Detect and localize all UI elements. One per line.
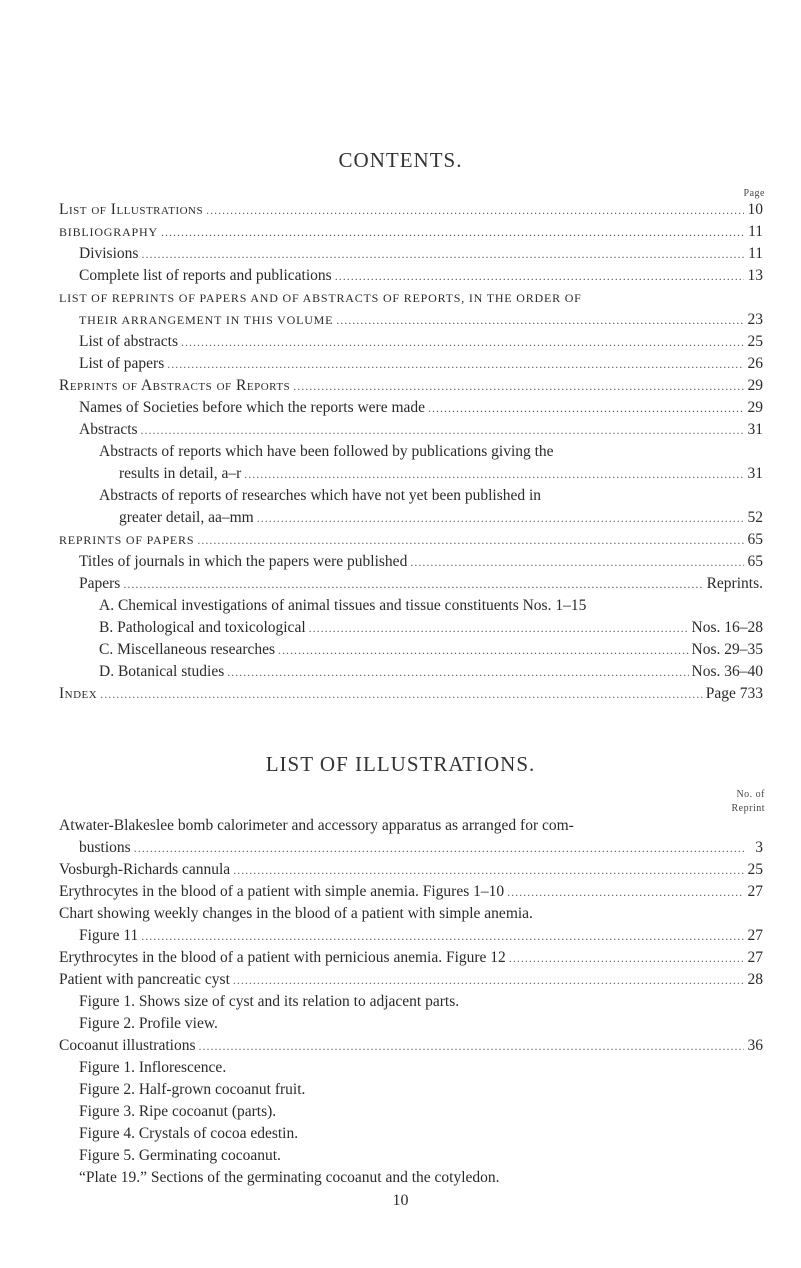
toc-entry: Abstracts ..... 31 — [0, 419, 801, 441]
illustration-entry: bustions ..... 3 — [0, 837, 801, 859]
illustration-entry: Patient with pancreatic cyst ..... 28 — [0, 969, 801, 991]
illustrations-title: LIST OF ILLUSTRATIONS. — [265, 752, 536, 776]
toc-entry: Names of Societies before which the reports were made ..... 29 — [0, 397, 801, 419]
illustration-entry: Cocoanut illustrations ..... 36 — [0, 1035, 801, 1057]
illustration-entry: Vosburgh-Richards cannula ..... 25 — [0, 859, 801, 881]
illustration-entry: Figure 2. Profile view. — [79, 1015, 218, 1032]
toc-entry: Reprints of Abstracts of Reports ..... 29 — [0, 375, 801, 397]
contents-title: CONTENTS. — [338, 148, 463, 172]
page-column-label: Page — [743, 188, 765, 199]
toc-entry: Titles of journals in which the papers were published ..... 65 — [0, 551, 801, 573]
toc-entry: THEIR ARRANGEMENT IN THIS VOLUME ..... 23 — [0, 309, 801, 331]
illustration-entry: Chart showing weekly changes in the blood of a patient with simple anemia. — [59, 905, 533, 922]
toc-entry: Complete list of reports and publications ..... 13 — [0, 265, 801, 287]
toc-entry: BIBLIOGRAPHY ..... 11 — [0, 221, 801, 243]
toc-entry: List of papers ..... 26 — [0, 353, 801, 375]
illustration-entry: Figure 1. Inflorescence. — [79, 1059, 227, 1076]
page-number: 10 — [392, 1192, 409, 1209]
toc-entry: List of Illustrations ..... 10 — [0, 199, 801, 221]
illustration-entry: Figure 11 ..... 27 — [0, 925, 801, 947]
reprint-column-label-2: Reprint — [731, 803, 765, 814]
toc-entry: B. Pathological and toxicological ..... Nos. 16–28 — [0, 617, 801, 639]
toc-entry: A. Chemical investigations of animal tissues and tissue constituents Nos. 1–15 — [99, 597, 587, 614]
toc-entry: Abstracts of reports of researches which have not yet been published in — [99, 487, 542, 504]
toc-entry: greater detail, aa–mm ..... 52 — [0, 507, 801, 529]
toc-entry: results in detail, a–r ..... 31 — [0, 463, 801, 485]
illustration-entry: Erythrocytes in the blood of a patient with simple anemia. Figures 1–10 ..... 27 — [0, 881, 801, 903]
toc-entry: C. Miscellaneous researches ..... Nos. 29–35 — [0, 639, 801, 661]
illustration-entry: Figure 5. Germinating cocoanut. — [79, 1147, 281, 1164]
illustration-entry: Figure 3. Ripe cocoanut (parts). — [79, 1103, 277, 1120]
illustration-entry: Figure 1. Shows size of cyst and its relation to adjacent parts. — [79, 993, 460, 1010]
toc-entry: List of abstracts ..... 25 — [0, 331, 801, 353]
illustration-entry: Erythrocytes in the blood of a patient with pernicious anemia. Figure 12 ..... 27 — [0, 947, 801, 969]
illustration-entry: “Plate 19.” Sections of the germinating cocoanut and the cotyledon. — [79, 1169, 500, 1186]
toc-entry: Papers ..... Reprints. — [0, 573, 801, 595]
illustration-entry: Figure 2. Half-grown cocoanut fruit. — [79, 1081, 306, 1098]
reprint-column-label-1: No. of — [736, 789, 765, 800]
illustration-entry: Figure 4. Crystals of cocoa edestin. — [79, 1125, 299, 1142]
toc-entry: REPRINTS OF PAPERS ..... 65 — [0, 529, 801, 551]
toc-entry: Abstracts of reports which have been followed by publications giving the — [99, 443, 554, 460]
toc-entry: D. Botanical studies ..... Nos. 36–40 — [0, 661, 801, 683]
toc-entry: LIST OF REPRINTS OF PAPERS AND OF ABSTRACTS OF REPORTS, IN THE ORDER OF — [59, 291, 582, 305]
illustration-entry: Atwater-Blakeslee bomb calorimeter and accessory apparatus as arranged for com- — [59, 817, 574, 834]
toc-entry: Divisions ..... 11 — [0, 243, 801, 265]
toc-entry: Index ..... Page 733 — [0, 683, 801, 705]
